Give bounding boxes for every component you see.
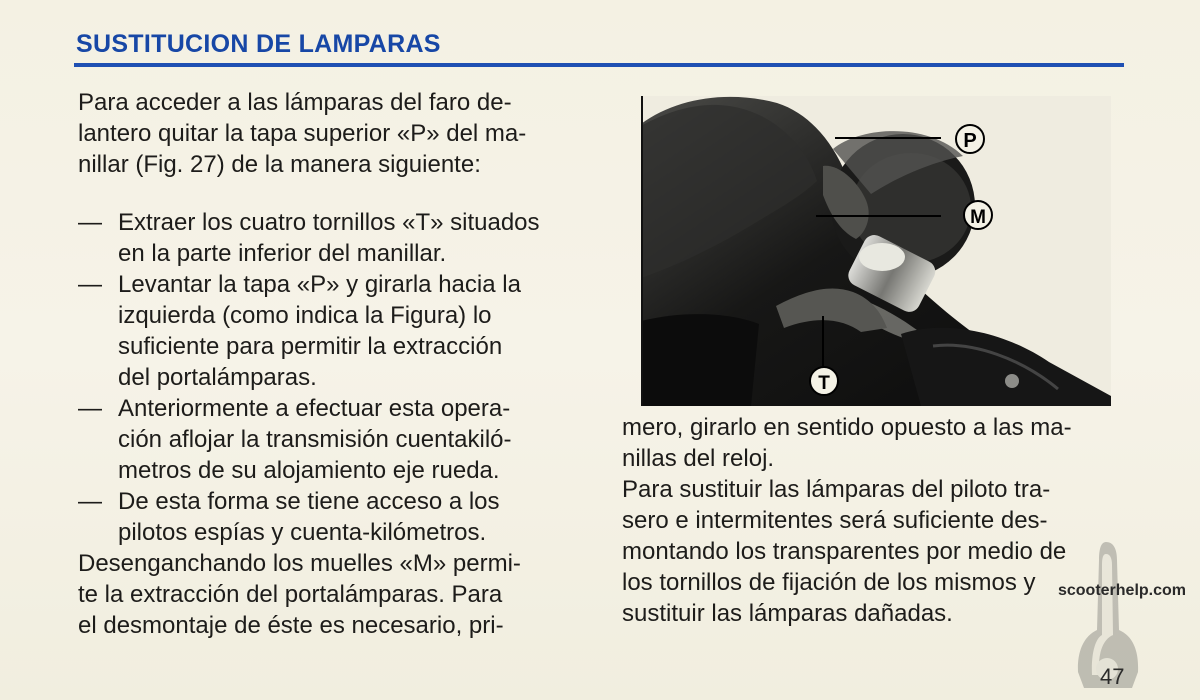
bullet-line: del portalámparas.	[118, 364, 317, 391]
callout-m-label: M	[970, 207, 986, 228]
right-paragraph-line: Para sustituir las lámparas del piloto tra-	[622, 476, 1051, 503]
bullet-line: izquierda (como indica la Figura) lo	[118, 302, 492, 329]
bullet-line: metros de su alojamiento eje rueda.	[118, 457, 500, 484]
callout-t-label: T	[818, 373, 830, 394]
bullet-marker: —	[78, 209, 102, 236]
bullet-line: ción aflojar la transmisión cuentakiló-	[118, 426, 512, 453]
website-watermark: scooterhelp.com	[1057, 582, 1186, 599]
bullet-line: Extraer los cuatro tornillos «T» situados	[118, 209, 540, 236]
closing-line: el desmontaje de éste es necesario, pri-	[78, 612, 504, 639]
intro-line: Para acceder a las lámparas del faro de-	[78, 89, 512, 116]
right-paragraph-line: sero e intermitentes será suficiente des-	[622, 507, 1048, 534]
right-paragraph-line: mero, girarlo en sentido opuesto a las ma-	[622, 414, 1072, 441]
bullet-line: Anteriormente a efectuar esta opera-	[118, 395, 511, 422]
right-paragraph-line: montando los transparentes por medio de	[622, 538, 1067, 565]
bullet-marker: —	[78, 271, 102, 298]
bullet-line: pilotos espías y cuenta-kilómetros.	[118, 519, 487, 546]
bullet-line: en la parte inferior del manillar.	[118, 240, 447, 267]
bullet-line: De esta forma se tiene acceso a los	[118, 488, 500, 515]
intro-line: lantero quitar la tapa superior «P» del ma-	[78, 120, 527, 147]
section-title: SUSTITUCION DE LAMPARAS	[76, 30, 441, 58]
closing-line: te la extracción del portalámparas. Para	[78, 581, 503, 608]
bullet-line: suficiente para permitir la extracción	[118, 333, 503, 360]
page-number: 47	[1100, 664, 1125, 689]
bullet-marker: —	[78, 395, 102, 422]
intro-line: nillar (Fig. 27) de la manera siguiente:	[78, 151, 481, 178]
bullet-line: Levantar la tapa «P» y girarla hacia la	[118, 271, 521, 298]
closing-line: Desenganchando los muelles «M» permi-	[78, 550, 521, 577]
right-paragraph-line: los tornillos de fijación de los mismos y	[622, 569, 1036, 596]
right-paragraph-line: nillas del reloj.	[622, 445, 775, 472]
callout-p-label: P	[963, 130, 977, 152]
right-paragraph-line: sustituir las lámparas dañadas.	[622, 600, 953, 627]
bullet-marker: —	[78, 488, 102, 515]
